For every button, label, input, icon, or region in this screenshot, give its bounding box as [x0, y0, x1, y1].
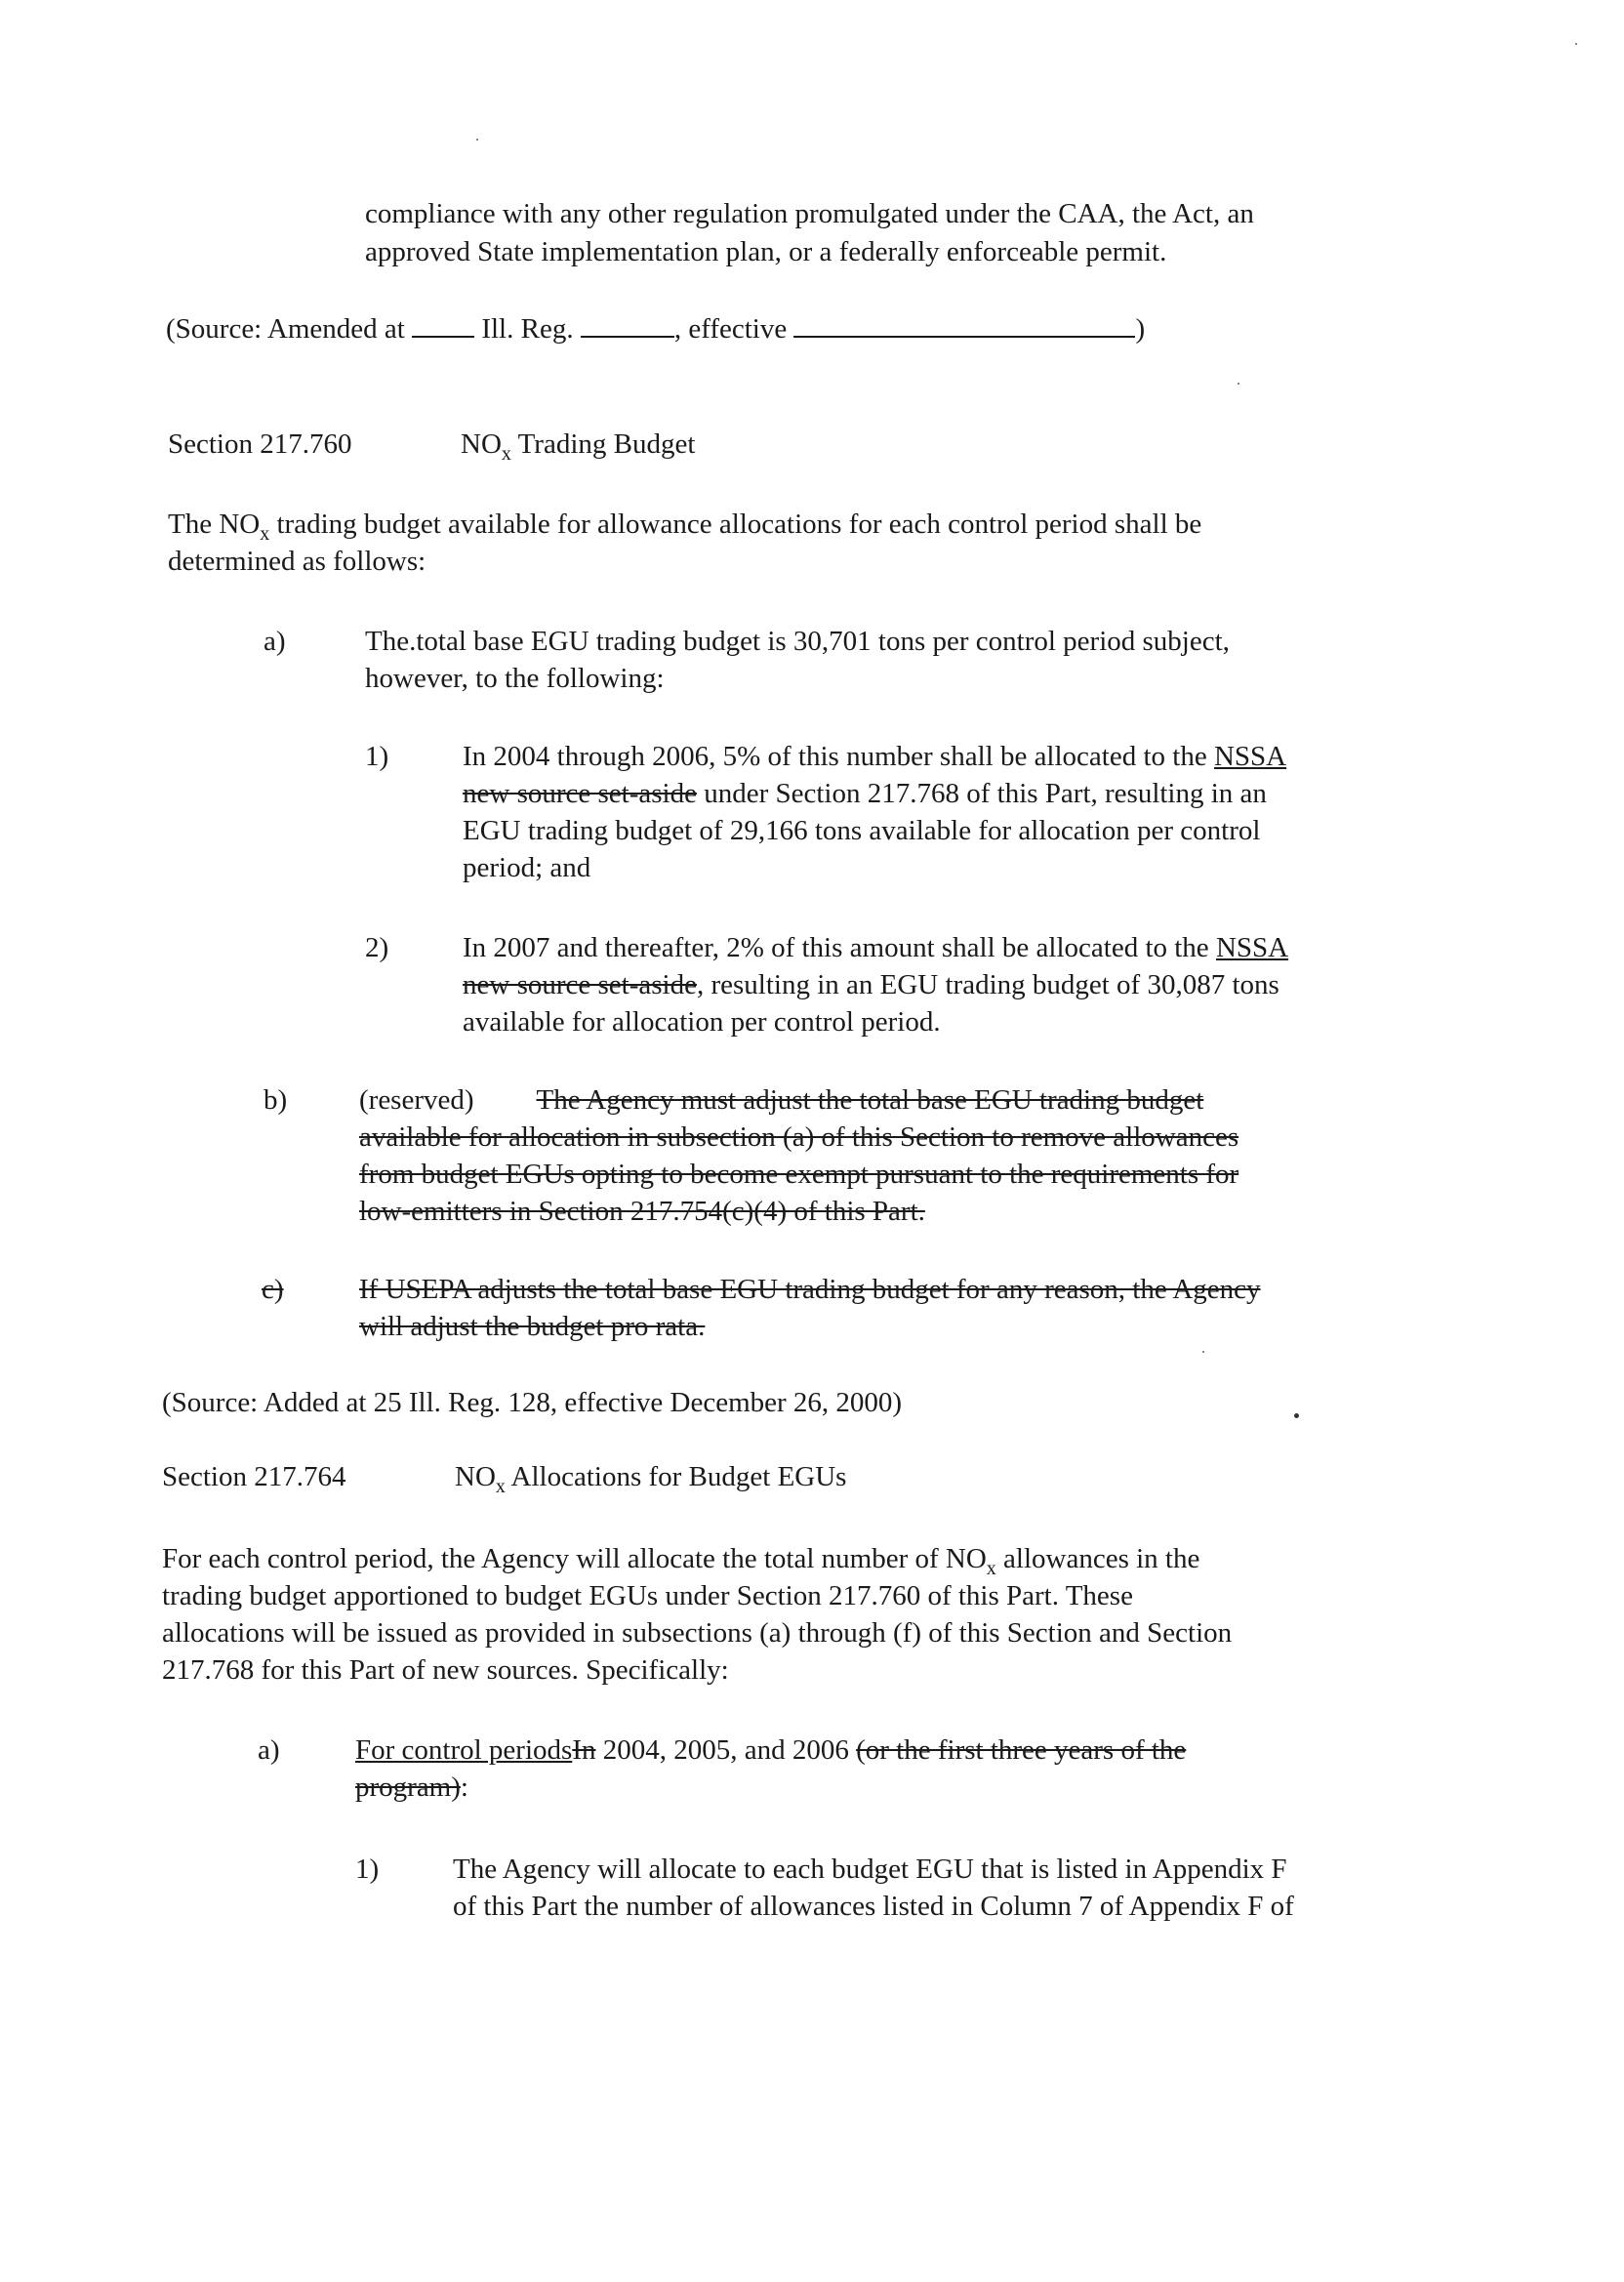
paragraph-line: period; and — [463, 852, 591, 883]
deleted-text: The Agency must adjust the total base EGU trading budget — [536, 1084, 1204, 1116]
deleted-text: program) — [355, 1772, 461, 1803]
section-title: $NO_x$ Allocations for Budget EGUs — [455, 1461, 847, 1497]
paragraph-line: new source set-aside under Section 217.768 of this Part, resulting in an — [463, 778, 1267, 809]
scan-speck — [1238, 383, 1239, 385]
scan-speck — [1575, 43, 1577, 45]
source-open: (Source: Amended at — [166, 313, 405, 345]
section-title: $NO_x$ Trading Budget — [461, 428, 696, 465]
paragraph-line: For each control period, the Agency will allocate the total number of $NO_x$ allowances in the — [162, 1543, 1200, 1579]
page-blank — [581, 310, 674, 338]
item-label: 1) — [365, 741, 389, 772]
paragraph-line: determined as follows: — [168, 546, 426, 577]
source-reg: Ill. Reg. — [481, 313, 574, 345]
source-note: (Source: Added at 25 Ill. Reg. 128, effective December 26, 2000) — [162, 1387, 903, 1418]
paragraph-line: approved State implementation plan, or a federally enforceable permit. — [365, 236, 1167, 267]
paragraph-line: In 2007 and thereafter, 2% of this amount shall be allocated to the NSSA — [463, 932, 1289, 963]
paragraph-line: EGU trading budget of 29,166 tons available for allocation per control — [463, 815, 1261, 846]
inserted-text: For control periods — [355, 1734, 573, 1766]
paragraph-line: The Agency will allocate to each budget EGU that is listed in Appendix F — [453, 1854, 1287, 1885]
deleted-text: In — [572, 1734, 596, 1766]
paragraph-line: however, to the following: — [365, 663, 665, 694]
deleted-text: new source set-aside — [463, 969, 697, 1000]
scan-speck — [476, 139, 478, 141]
item-label: a) — [258, 1734, 280, 1766]
paragraph-line: compliance with any other regulation promulgated under the CAA, the Act, an — [365, 198, 1254, 229]
date-blank — [793, 310, 1135, 338]
section-number: Section 217.764 — [162, 1461, 346, 1492]
deleted-text: (or the first three years of the — [856, 1734, 1187, 1766]
deleted-text: will adjust the budget pro rata. — [359, 1311, 706, 1342]
source-effective: , effective — [673, 313, 788, 345]
paragraph-line: program): — [355, 1772, 468, 1803]
source-close: ) — [1135, 313, 1146, 345]
deleted-text: new source set-aside — [463, 778, 697, 809]
deleted-text: from budget EGUs opting to become exempt pursuant to the requirements for — [359, 1159, 1239, 1190]
volume-blank — [412, 310, 474, 338]
inserted-text: NSSA — [1215, 932, 1289, 963]
paragraph-line: 217.768 for this Part of new sources. Specifically: — [162, 1654, 729, 1686]
item-label: a) — [264, 626, 286, 657]
deleted-text: low-emitters in Section 217.754(c)(4) of this Part. — [359, 1196, 925, 1227]
deleted-text: If USEPA adjusts the total base EGU trading budget for any reason, the Agency — [359, 1274, 1261, 1305]
paragraph-line: available for allocation per control period. — [463, 1006, 941, 1038]
section-number: Section 217.760 — [168, 428, 352, 460]
scan-speck — [1294, 1413, 1299, 1418]
paragraph-line: The $NO_x$ trading budget available for allowance allocations for each control period shall be — [168, 509, 1202, 545]
inserted-text: NSSA — [1213, 741, 1287, 772]
paragraph-line: of this Part the number of allowances listed in Column 7 of Appendix F of — [453, 1891, 1294, 1922]
paragraph-line: (reserved) The Agency must adjust the total base EGU trading budget — [359, 1084, 1204, 1116]
source-note — [166, 310, 1145, 348]
deleted-text: available for allocation in subsection (a) of this Section to remove allowances — [359, 1121, 1239, 1153]
item-label: b) — [264, 1084, 288, 1116]
paragraph-line: The.total base EGU trading budget is 30,701 tons per control period subject, — [365, 626, 1230, 657]
paragraph-line: new source set-aside, resulting in an EGU trading budget of 30,087 tons — [463, 969, 1279, 1000]
paragraph-line: allocations will be issued as provided in subsections (a) through (f) of this Section and Section — [162, 1617, 1233, 1649]
item-label: 2) — [365, 932, 389, 963]
scan-speck — [1202, 1351, 1204, 1353]
item-label: 1) — [355, 1854, 380, 1885]
deleted-item-label: c) — [262, 1274, 284, 1305]
paragraph-line: In 2004 through 2006, 5% of this number shall be allocated to the NSSA — [463, 741, 1287, 772]
paragraph-line: For control periodsIn 2004, 2005, and 2006 (or the first three years of the — [355, 1734, 1187, 1766]
paragraph-line: trading budget apportioned to budget EGUs under Section 217.760 of this Part. These — [162, 1580, 1133, 1611]
